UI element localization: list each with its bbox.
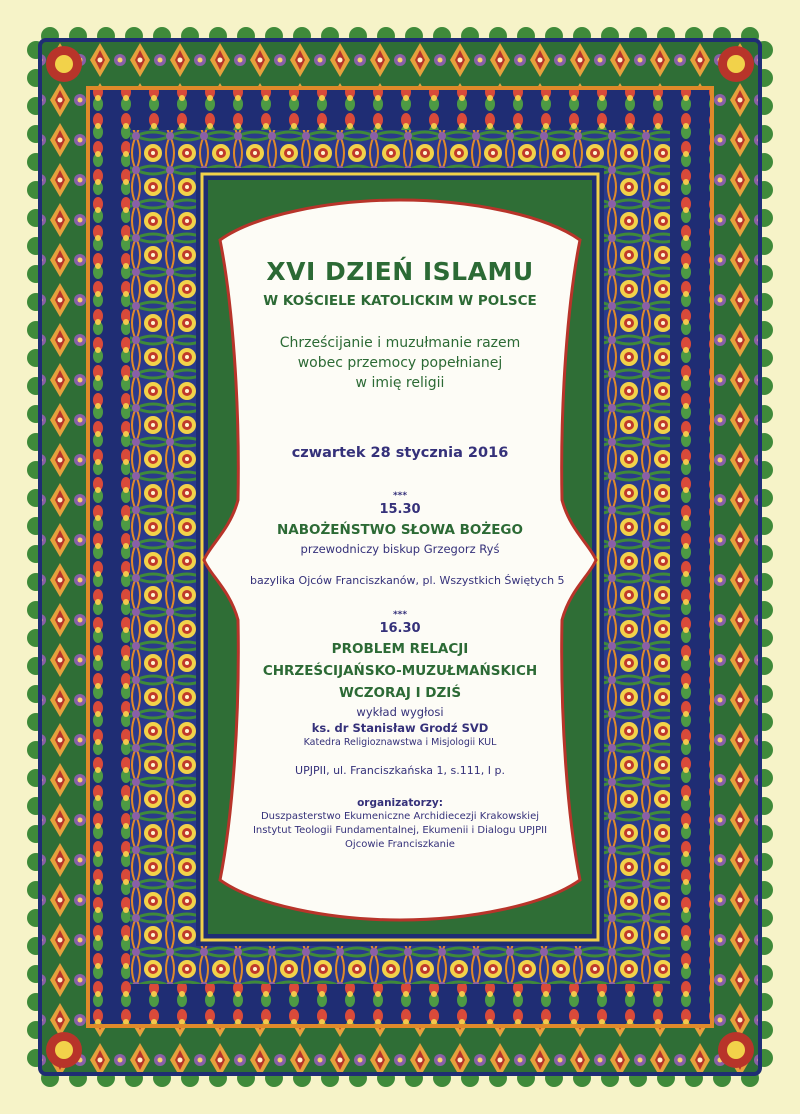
motto-line: w imię religii (355, 375, 445, 391)
event-title: PROBLEM RELACJI (331, 641, 469, 657)
event-title: NABOŻEŃSTWO SŁOWA BOŻEGO (277, 522, 523, 538)
organizer: Instytut Teologii Fundamentalnej, Ekumenii i Dialogu UPJPII (252, 825, 548, 836)
poster-title: XVI DZIEŃ ISLAMU (266, 257, 534, 286)
event-title: WCZORAJ I DZIŚ (338, 685, 462, 701)
presenter-affiliation: Katedra Religioznawstwa i Misjologii KUL (303, 737, 497, 748)
event-date: czwartek 28 stycznia 2016 (291, 445, 509, 461)
poster-subtitle: W KOŚCIELE KATOLICKIM W POLSCE (263, 293, 537, 309)
event-time: 16.30 (379, 621, 421, 636)
event-1 (250, 491, 565, 588)
organizer: Ojcowie Franciszkanie (345, 839, 455, 850)
separator: *** (392, 610, 408, 620)
organizer: Duszpasterstwo Ekumeniczne Archidiecezji Krakowskiej (260, 811, 540, 822)
event-venue: UPJPII, ul. Franciszkańska 1, s.111, I p. (295, 764, 505, 777)
motto-line: Chrześcijanie i muzułmanie razem (279, 335, 521, 351)
event-time: 15.30 (379, 502, 421, 517)
poster-content (250, 255, 565, 852)
presenter-name: ks. dr Stanisław Grodź SVD (311, 721, 489, 735)
organizers-label: organizatorzy: (357, 797, 443, 809)
separator: *** (392, 491, 408, 501)
presenter-label: wykład wygłosi (356, 705, 444, 719)
presenter-label: przewodniczy biskup Grzegorz Ryś (300, 542, 500, 556)
event-title: CHRZEŚCIJAŃSKO-MUZUŁMAŃSKICH (262, 663, 538, 679)
motto (250, 333, 550, 393)
organizers (250, 796, 550, 852)
event-venue: bazylika Ojców Franciszkanów, pl. Wszystkich Świętych 5 (250, 574, 565, 587)
motto-line: wobec przemocy popełnianej (297, 355, 503, 371)
event-2 (250, 610, 550, 778)
